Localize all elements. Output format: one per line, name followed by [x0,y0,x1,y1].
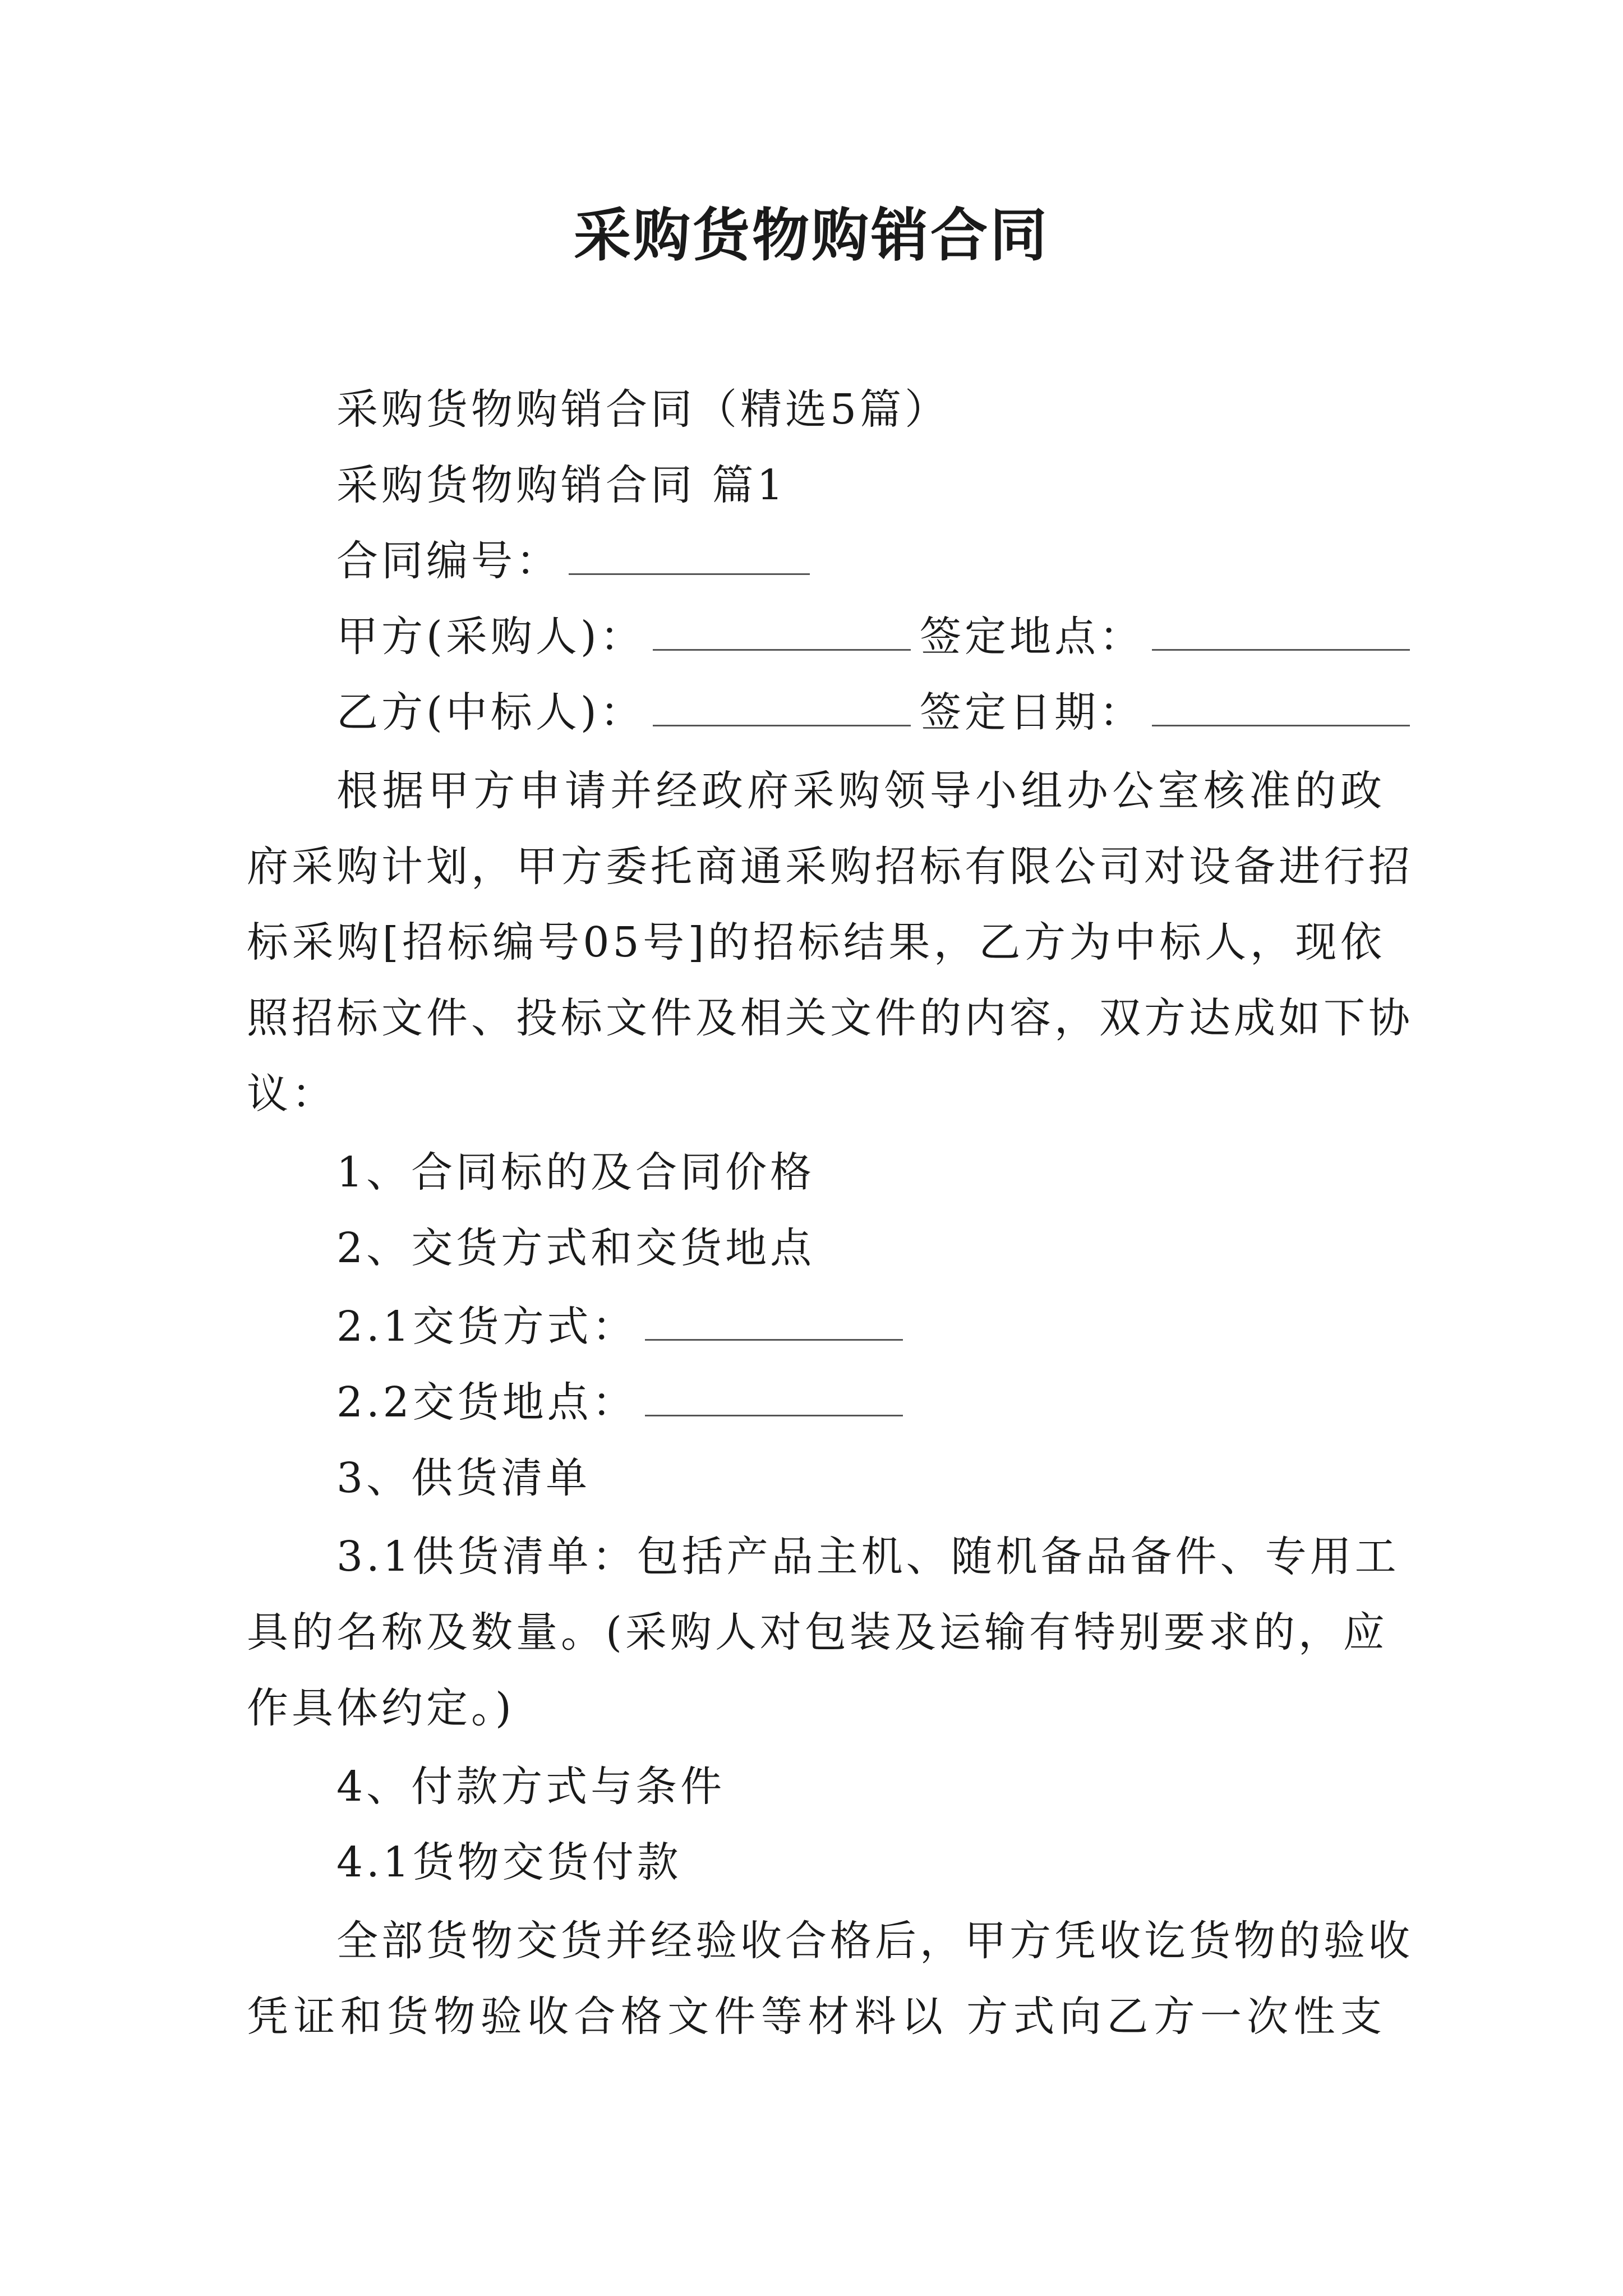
clause-2-2-row [336,1374,903,1430]
clause-3-1-line-2: 具的名称及数量。(采购人对包装及运输有特别要求的，应 [247,1608,1388,1657]
intro-line-4: 照招标文件、投标文件及相关文件的内容，双方达成如下协 [247,994,1413,1042]
intro-line-3: 标采购[招标编号05号]的招标结果，乙方为中标人，现依 [247,918,1385,967]
contract-number-label: 合同编号： [336,537,561,585]
party-b-blank [653,685,911,726]
document-subtitle: 采购货物购销合同（精选5篇） [336,385,950,434]
sign-date-row [920,684,1410,740]
sign-place-row [920,609,1410,665]
clause-2-2-label: 2.2交货地点： [336,1378,637,1427]
clause-4-text-line-2: 凭证和货物验收合格文件等材料以 方式向乙方一次性支 [247,1993,1385,2041]
party-a-label: 甲方(采购人)： [336,613,645,661]
sign-date-blank [1152,685,1410,726]
section-heading: 采购货物购销合同 篇1 [336,461,787,509]
clause-2-1-label: 2.1交货方式： [336,1303,637,1351]
clause-2-1-row [336,1299,903,1355]
sign-place-blank [1152,610,1410,651]
party-b-row [336,684,911,740]
clause-4: 4、付款方式与条件 [336,1763,726,1811]
clause-3: 3、供货清单 [336,1454,591,1502]
contract-number-row [336,533,810,589]
intro-line-1: 根据甲方申请并经政府采购领导小组办公室核准的政 [336,767,1385,815]
contract-number-blank [569,534,810,575]
intro-line-2: 府采购计划，甲方委托商通采购招标有限公司对设备进行招 [247,843,1413,891]
clause-4-1: 4.1货物交货付款 [336,1838,682,1887]
party-b-label: 乙方(中标人)： [336,688,645,737]
clause-2: 2、交货方式和交货地点 [336,1224,815,1272]
sign-date-label: 签定日期： [920,688,1144,737]
clause-1: 1、合同标的及合同价格 [336,1148,815,1197]
delivery-place-blank [645,1375,903,1416]
delivery-method-blank [645,1300,903,1341]
sign-place-label: 签定地点： [920,613,1144,661]
document-title: 采购货物购销合同 [574,202,1049,269]
clause-3-1-line-1: 3.1供货清单：包括产品主机、随机备品备件、专用工 [336,1533,1400,1581]
party-a-row [336,609,911,665]
clause-3-1-line-3: 作具体约定。) [247,1684,515,1732]
party-a-blank [653,610,911,651]
clause-4-text-line-1: 全部货物交货并经验收合格后，甲方凭收讫货物的验收 [336,1917,1413,1965]
intro-line-5: 议： [247,1070,336,1118]
